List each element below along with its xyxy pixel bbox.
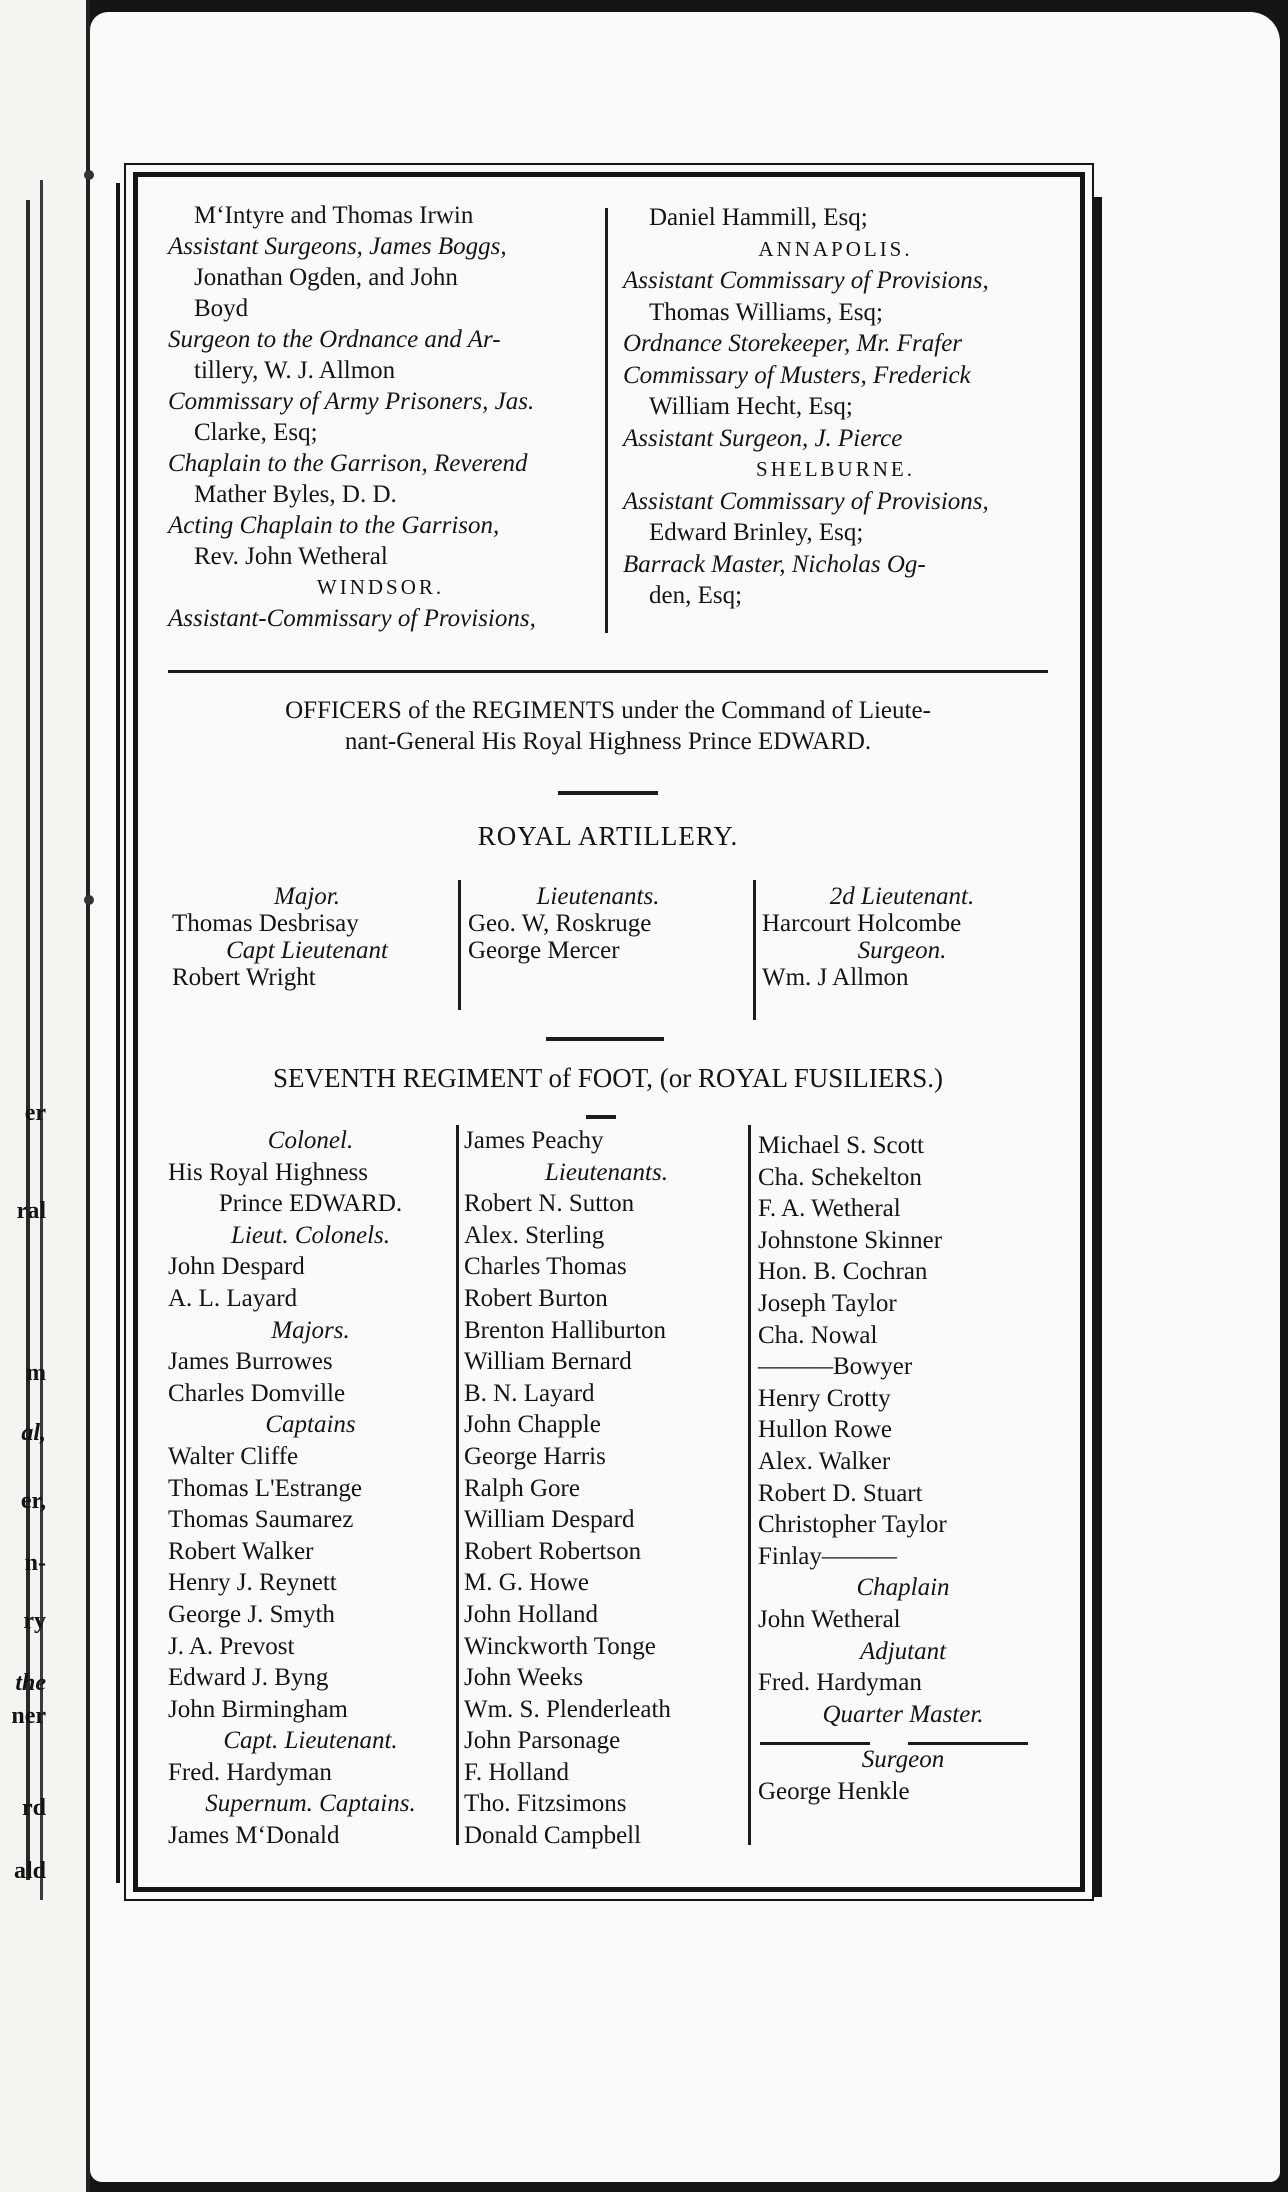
column-rule (753, 880, 756, 1020)
left-page-edge (0, 0, 90, 2192)
artillery-column (172, 883, 442, 991)
binding-mark (84, 170, 94, 180)
margin-fragment: er, (20, 1488, 46, 1514)
officers-heading-line: OFFICERS of the REGIMENTS under the Command of Lieute- (285, 697, 931, 724)
text-line: Alex. Walker (758, 1447, 891, 1475)
text-line: Surgeon (861, 1746, 945, 1774)
officers-heading (168, 695, 1048, 757)
regiment-column (758, 1130, 1048, 1807)
text-line: William Bernard (464, 1348, 632, 1376)
text-line: Robert Wright (172, 964, 316, 991)
text-line: B. N. Layard (464, 1379, 595, 1407)
margin-fragment: al, (21, 1420, 46, 1446)
text-line: Cha. Schekelton (758, 1163, 922, 1191)
text-line: Joseph Taylor (758, 1289, 897, 1317)
text-line: Prince EDWARD. (218, 1190, 403, 1218)
text-line: William Hecht, Esq; (649, 393, 853, 420)
text-line: George Harris (464, 1442, 606, 1470)
text-line: Henry Crotty (758, 1384, 891, 1412)
text-line: Quarter Master. (822, 1700, 984, 1728)
regiment-column (464, 1125, 749, 1852)
text-line: M‘Intyre and Thomas Irwin (194, 202, 474, 229)
text-line: Adjutant (859, 1637, 947, 1665)
text-line: Supernum. Captains. (205, 1790, 416, 1818)
text-line: Jonathan Ogden, and John (194, 264, 458, 291)
text-line: Winckworth Tonge (464, 1632, 656, 1660)
text-line: Thomas L'Estrange (168, 1474, 363, 1502)
text-line: Majors. (271, 1316, 350, 1344)
document-body (168, 180, 1048, 1870)
text-line: George Henkle (758, 1777, 910, 1805)
text-line: tillery, W. J. Allmon (194, 357, 396, 384)
text-line: Fred. Hardyman (758, 1669, 922, 1697)
text-line: A. L. Layard (168, 1284, 298, 1312)
text-line: den, Esq; (649, 582, 743, 609)
margin-fragment: ral (16, 1198, 46, 1224)
margin-fragment: n- (24, 1550, 46, 1576)
officers-heading-line: nant-General His Royal Highness Prince EDWARD. (344, 728, 872, 755)
text-line: Robert D. Stuart (758, 1479, 923, 1507)
text-line: Chaplain (856, 1574, 950, 1602)
text-line: Wm. S. Plenderleath (464, 1695, 671, 1723)
text-line: Assistant Commissary of Provisions, (623, 487, 989, 515)
text-line: Surgeon. (857, 937, 947, 964)
text-line: Hullon Rowe (758, 1416, 893, 1444)
column-rule (458, 880, 461, 1010)
text-line: George J. Smyth (168, 1600, 335, 1628)
text-line: Daniel Hammill, Esq; (649, 204, 868, 231)
text-line: Edward J. Byng (168, 1664, 329, 1692)
text-line: Alex. Sterling (464, 1221, 605, 1249)
text-line: John Parsonage (464, 1727, 621, 1755)
text-line: Christopher Taylor (758, 1511, 947, 1539)
text-line: Henry J. Reynett (168, 1569, 337, 1597)
margin-fragment: ner (11, 1703, 46, 1729)
regiment-column (168, 1125, 453, 1852)
artillery-column (468, 883, 728, 964)
text-line: Colonel. (267, 1127, 354, 1154)
short-rule (760, 1742, 870, 1745)
margin-fragment: m (26, 1360, 46, 1386)
text-line: F. A. Wetheral (758, 1195, 901, 1223)
text-line: Donald Campbell (464, 1822, 642, 1850)
text-line: Walter Cliffe (168, 1442, 299, 1470)
section-rule (168, 670, 1048, 673)
column-rule (456, 1125, 459, 1845)
left-page-rule (40, 180, 43, 1900)
text-line: Capt Lieutenant (226, 937, 388, 964)
text-line: Captains (265, 1411, 356, 1439)
text-line: Major. (274, 883, 340, 910)
text-line: Hon. B. Cochran (758, 1258, 928, 1286)
top-left-column (168, 200, 593, 634)
text-line: John Chapple (464, 1411, 601, 1439)
text-line: J. A. Prevost (168, 1632, 295, 1660)
text-line: Harcourt Holcombe (762, 910, 962, 937)
text-line: Geo. W, Roskruge (468, 910, 652, 937)
text-line: F. Holland (464, 1758, 569, 1786)
short-rule (558, 791, 658, 795)
text-line: Boyd (194, 295, 249, 322)
text-line: His Royal Highness (168, 1158, 368, 1186)
binding-mark (84, 895, 94, 905)
text-line: John Holland (464, 1600, 599, 1628)
text-line: Robert Walker (168, 1537, 314, 1565)
margin-fragment: er (24, 1100, 46, 1126)
text-line: Charles Thomas (464, 1253, 627, 1281)
text-line: Fred. Hardyman (168, 1758, 332, 1786)
text-line: John Despard (168, 1253, 305, 1281)
text-line: Acting Chaplain to the Garrison, (168, 512, 500, 539)
text-line: Commissary of Army Prisoners, Jas. (168, 388, 535, 415)
text-line: Assistant-Commissary of Provisions, (168, 605, 536, 632)
text-line: Tho. Fitzsimons (464, 1790, 627, 1818)
text-line: Cha. Nowal (758, 1321, 878, 1349)
artillery-column (762, 883, 1042, 991)
text-line: Robert Robertson (464, 1537, 642, 1565)
short-rule (908, 1742, 1028, 1745)
text-line: John Wetheral (758, 1605, 901, 1633)
text-line: Wm. J Allmon (762, 964, 909, 991)
text-line: John Weeks (464, 1664, 584, 1692)
text-line: Surgeon to the Ordnance and Ar- (168, 326, 501, 353)
text-line: Finlay——— (758, 1542, 897, 1570)
margin-fragment: the (15, 1670, 46, 1696)
text-line: Johnstone Skinner (758, 1226, 943, 1254)
text-line: WINDSOR. (316, 575, 445, 599)
margin-fragment: ry (23, 1608, 46, 1634)
text-line: Charles Domville (168, 1379, 346, 1407)
text-line: ANNAPOLIS. (758, 236, 913, 261)
text-line: SHELBURNE. (756, 457, 915, 481)
text-line: Lieutenants. (536, 883, 660, 910)
text-line: George Mercer (468, 937, 620, 964)
text-line: Assistant Surgeons, James Boggs, (168, 233, 507, 260)
text-line: William Despard (464, 1506, 635, 1534)
seventh-regiment-title: SEVENTH REGIMENT of FOOT, (or ROYAL FUSILIERS.) (273, 1063, 943, 1093)
text-line: Ordnance Storekeeper, Mr. Frafer (623, 330, 963, 357)
short-rule (586, 1115, 616, 1119)
text-line: James Burrowes (168, 1348, 333, 1376)
text-line: Thomas Saumarez (168, 1506, 354, 1534)
short-rule (546, 1037, 664, 1041)
royal-artillery-title: ROYAL ARTILLERY. (477, 821, 739, 851)
text-line: M. G. Howe (464, 1569, 589, 1597)
text-line: Michael S. Scott (758, 1132, 924, 1159)
text-line: Thomas Williams, Esq; (649, 298, 883, 326)
text-line: John Birmingham (168, 1695, 348, 1723)
text-line: 2d Lieutenant. (829, 883, 975, 910)
text-line: Robert Burton (464, 1284, 608, 1312)
text-line: Assistant Surgeon, J. Pierce (623, 424, 903, 452)
text-line: James Peachy (464, 1127, 604, 1154)
column-rule (605, 208, 608, 633)
text-line: Rev. John Wetheral (194, 543, 388, 570)
text-line: Lieut. Colonels. (230, 1221, 391, 1249)
text-line: Edward Brinley, Esq; (649, 519, 864, 546)
top-right-column (623, 202, 1048, 612)
text-line: Robert N. Sutton (464, 1190, 635, 1218)
text-line: Lieutenants. (545, 1158, 668, 1186)
text-line: Capt. Lieutenant. (223, 1727, 398, 1755)
text-line: Barrack Master, Nicholas Og- (623, 550, 926, 578)
text-line: Brenton Halliburton (464, 1316, 667, 1344)
text-line: Mather Byles, D. D. (194, 481, 397, 508)
margin-fragment: rd (22, 1795, 46, 1821)
margin-fragment: ald (13, 1858, 46, 1884)
text-line: Commissary of Musters, Frederick (623, 361, 971, 389)
column-rule (748, 1125, 751, 1845)
text-line: Ralph Gore (464, 1474, 580, 1502)
text-line: James M‘Donald (168, 1822, 340, 1850)
text-line: Clarke, Esq; (194, 419, 318, 446)
text-line: Chaplain to the Garrison, Reverend (168, 450, 528, 477)
text-line: Thomas Desbrisay (172, 910, 359, 937)
text-line: Assistant Commissary of Provisions, (623, 267, 989, 294)
text-line: ———Bowyer (758, 1353, 913, 1381)
